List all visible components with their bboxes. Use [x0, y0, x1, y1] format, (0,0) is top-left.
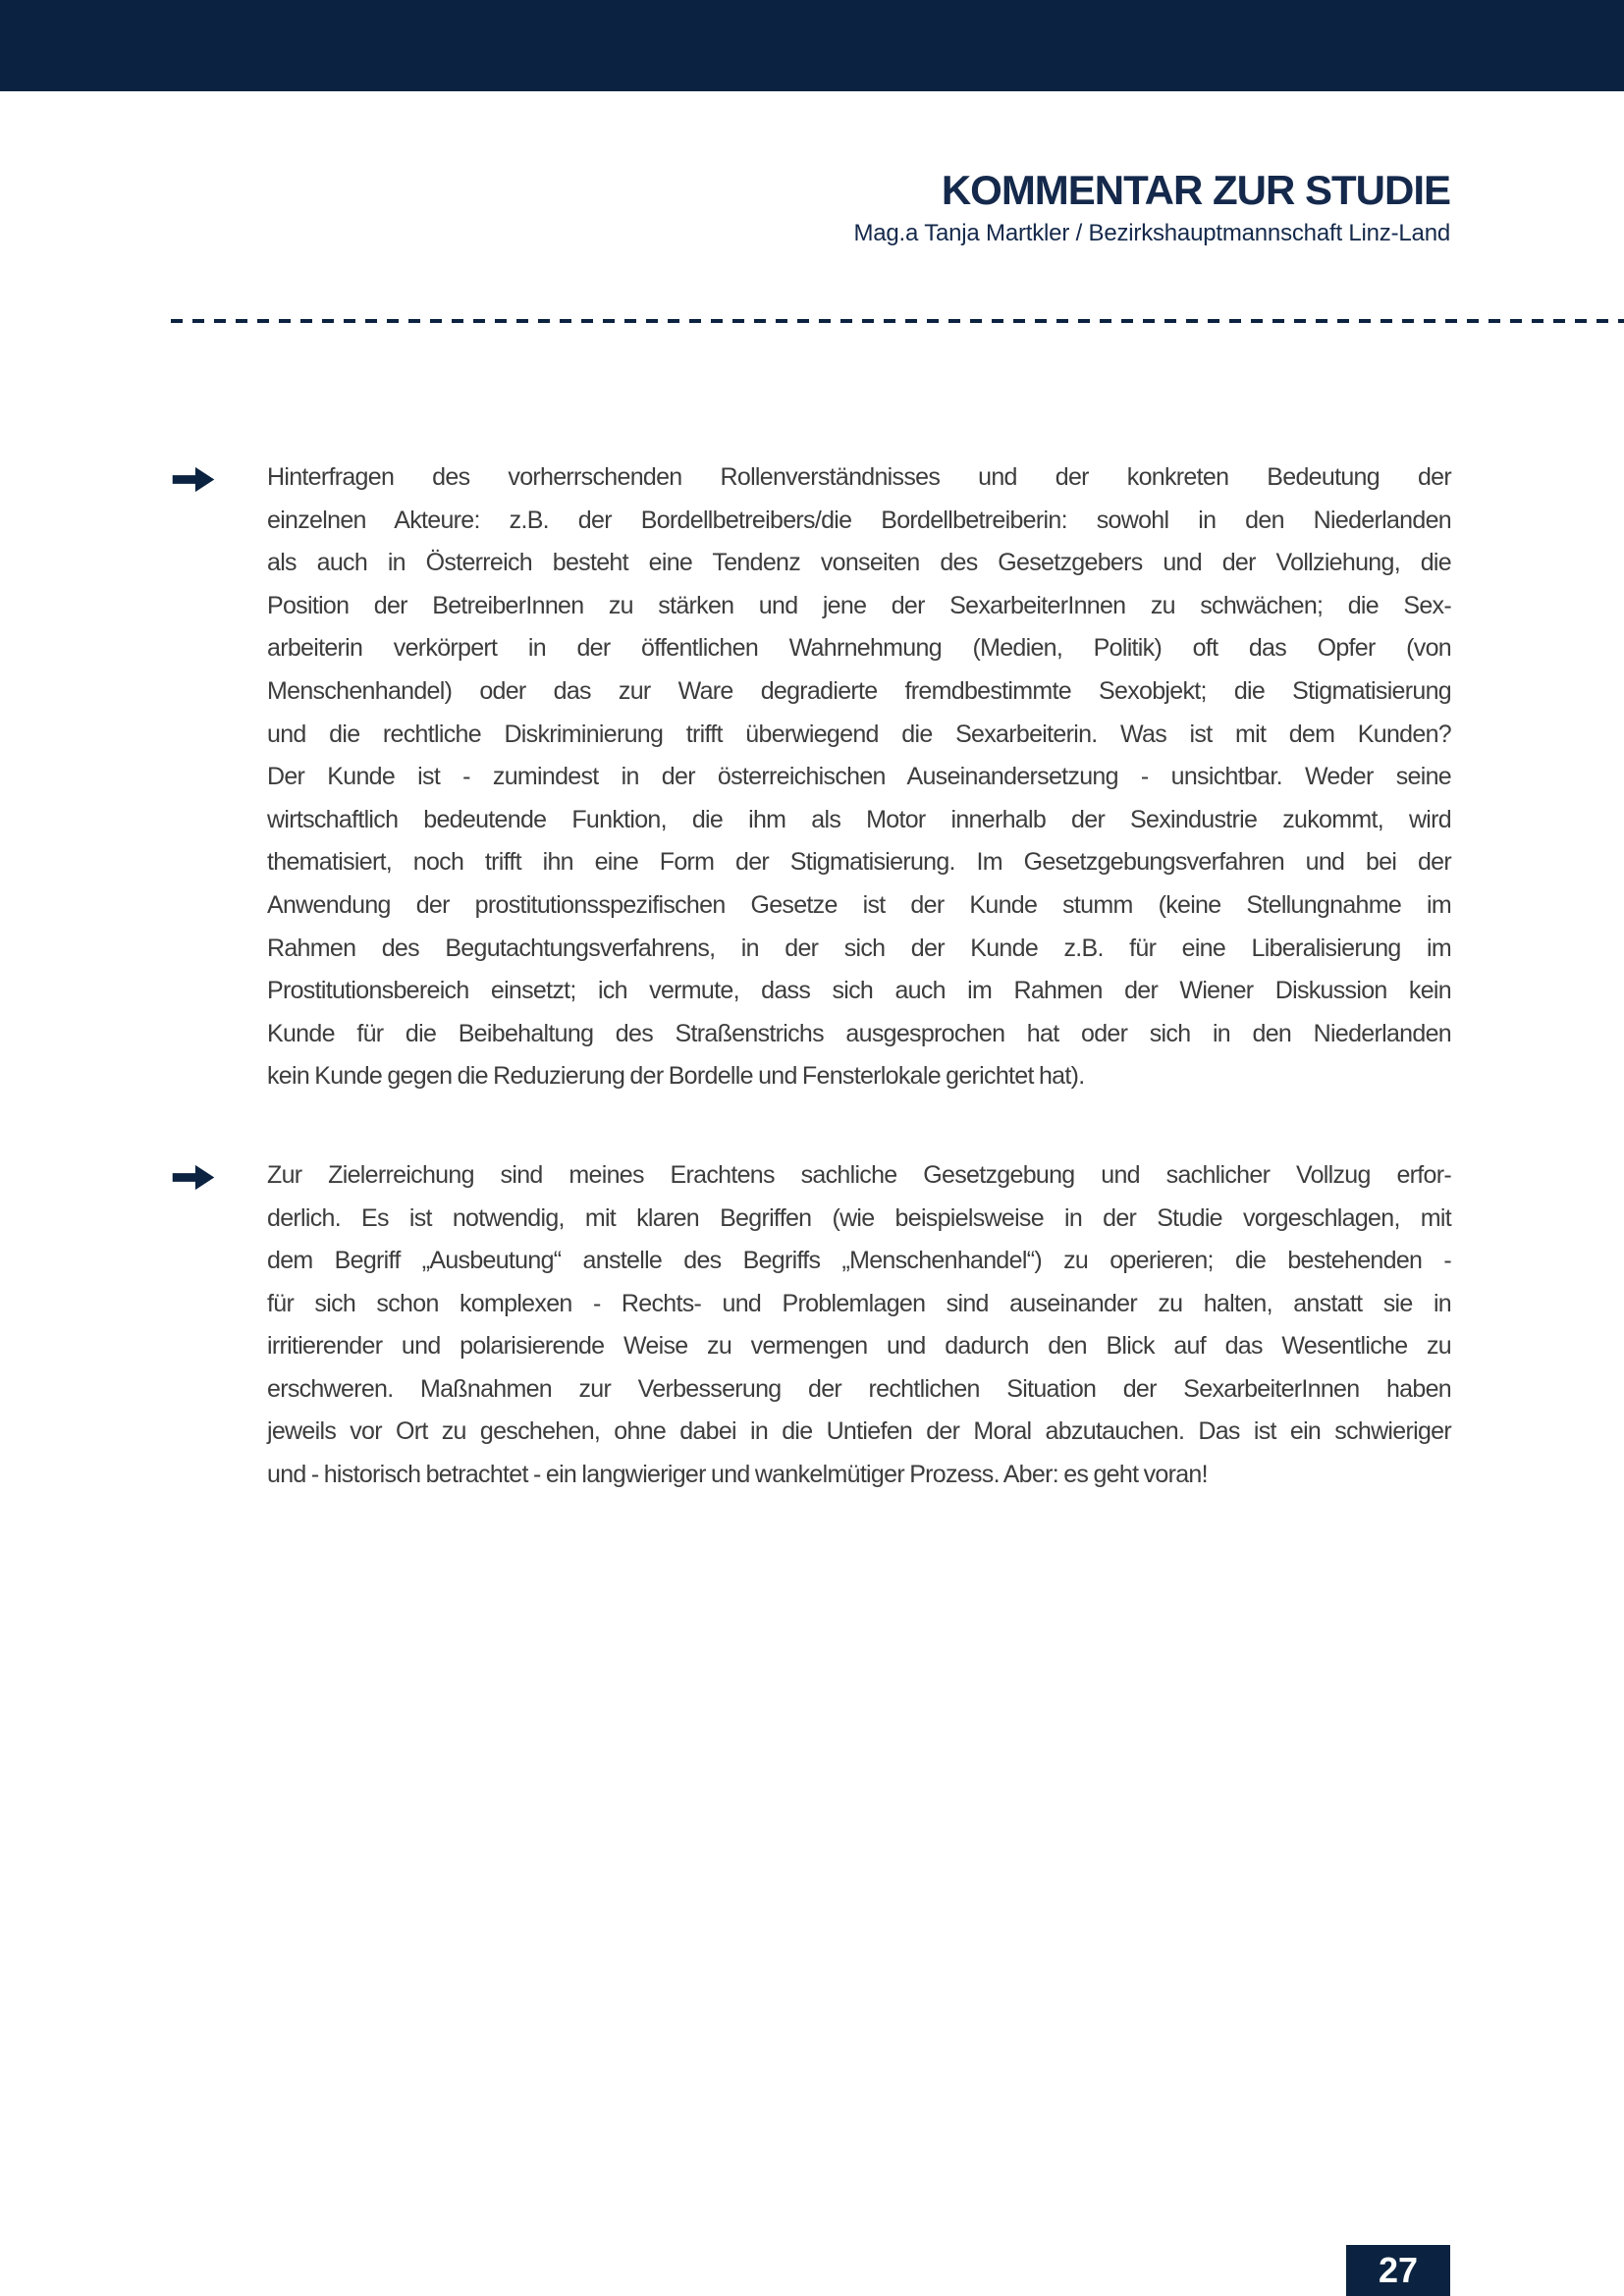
paragraph-line: erschweren. Maßnahmen zur Verbesserung der rechtlichen Situation der SexarbeiterInnen haben [267, 1374, 1451, 1403]
paragraph-line: kein Kunde gegen die Reduzierung der Bordelle und Fensterlokale gerichtet hat). [267, 1062, 1085, 1091]
paragraph-line: Hinterfragen des vorherrschenden Rollenverständnisses und der konkreten Bedeutung der [267, 463, 1451, 491]
paragraph-line: irritierender und polarisierende Weise zu vermengen und dadurch den Blick auf das Wesentliche zu [267, 1332, 1451, 1361]
paragraph-line: Der Kunde ist - zumindest in der österreichischen Auseinandersetzung - unsichtbar. Weder seine [267, 763, 1451, 791]
paragraph-line: Rahmen des Begutachtungsverfahrens, in der sich der Kunde z.B. für eine Liberalisierung im [267, 934, 1451, 962]
paragraph-line: thematisiert, noch trifft ihn eine Form der Stigmatisierung. Im Gesetzgebungsverfahren und bei der [267, 848, 1451, 877]
page-number-badge [1346, 2245, 1450, 2296]
bullet-item [172, 456, 1451, 1098]
paragraph-line: Position der BetreiberInnen zu stärken und jene der SexarbeiterInnen zu schwächen; die Sex- [267, 591, 1451, 619]
bullet-list [172, 456, 1451, 1497]
paragraph-line: einzelnen Akteure: z.B. der Bordellbetreibers/die Bordellbetreiberin: sowohl in den Niederlanden [267, 506, 1451, 534]
paragraph-line: Anwendung der prostitutionsspezifischen Gesetze ist der Kunde stumm (keine Stellungnahme im [267, 890, 1451, 919]
bullet-paragraph [267, 1154, 1451, 1497]
page-number: 27 [1378, 2250, 1419, 2290]
top-bar [0, 0, 1624, 91]
paragraph-line: jeweils vor Ort zu geschehen, ohne dabei in die Untiefen der Moral abzutauchen. Das ist ein schwieriger [267, 1417, 1451, 1446]
paragraph-line: Menschenhandel) oder das zur Ware degradierte fremdbestimmte Sexobjekt; die Stigmatisierung [267, 676, 1451, 705]
paragraph-line: derlich. Es ist notwendig, mit klaren Begriffen (wie beispielsweise in der Studie vorgeschlagen, mit [267, 1203, 1451, 1232]
paragraph-line: Prostitutionsbereich einsetzt; ich vermute, dass sich auch im Rahmen der Wiener Diskussion kein [267, 977, 1451, 1005]
paragraph-line: und - historisch betrachtet - ein langwieriger und wankelmütiger Prozess. Aber: es geht voran! [267, 1461, 1208, 1489]
page-subtitle: Mag.a Tanja Martkler / Bezirkshauptmannschaft Linz-Land [853, 220, 1450, 246]
page-header [853, 167, 1450, 249]
bullet-item [172, 1154, 1451, 1497]
dashed-divider [171, 319, 1624, 323]
paragraph-line: für sich schon komplexen - Rechts- und Problemlagen sind auseinander zu halten, anstatt sie in [267, 1289, 1451, 1317]
paragraph-line: Kunde für die Beibehaltung des Straßenstrichs ausgesprochen hat oder sich in den Niederlanden [267, 1019, 1451, 1047]
arrow-right-icon [172, 1154, 267, 1192]
arrow-right-icon [172, 456, 267, 494]
paragraph-line: wirtschaftlich bedeutende Funktion, die ihm als Motor innerhalb der Sexindustrie zukommt, wird [267, 805, 1451, 833]
paragraph-line: Zur Zielerreichung sind meines Erachtens sachliche Gesetzgebung und sachlicher Vollzug erfor- [267, 1160, 1451, 1189]
paragraph-line: als auch in Österreich besteht eine Tendenz vonseiten des Gesetzgebers und der Vollziehung, die [267, 549, 1451, 577]
paragraph-line: arbeiterin verkörpert in der öffentlichen Wahrnehmung (Medien, Politik) oft das Opfer (von [267, 634, 1451, 663]
bullet-paragraph [267, 456, 1451, 1098]
page-title: KOMMENTAR ZUR STUDIE [941, 167, 1450, 213]
paragraph-line: und die rechtliche Diskriminierung trifft überwiegend die Sexarbeiterin. Was ist mit dem Kunden? [267, 720, 1451, 748]
paragraph-line: dem Begriff „Ausbeutung“ anstelle des Begriffs „Menschenhandel“) zu operieren; die bestehenden - [267, 1247, 1451, 1275]
